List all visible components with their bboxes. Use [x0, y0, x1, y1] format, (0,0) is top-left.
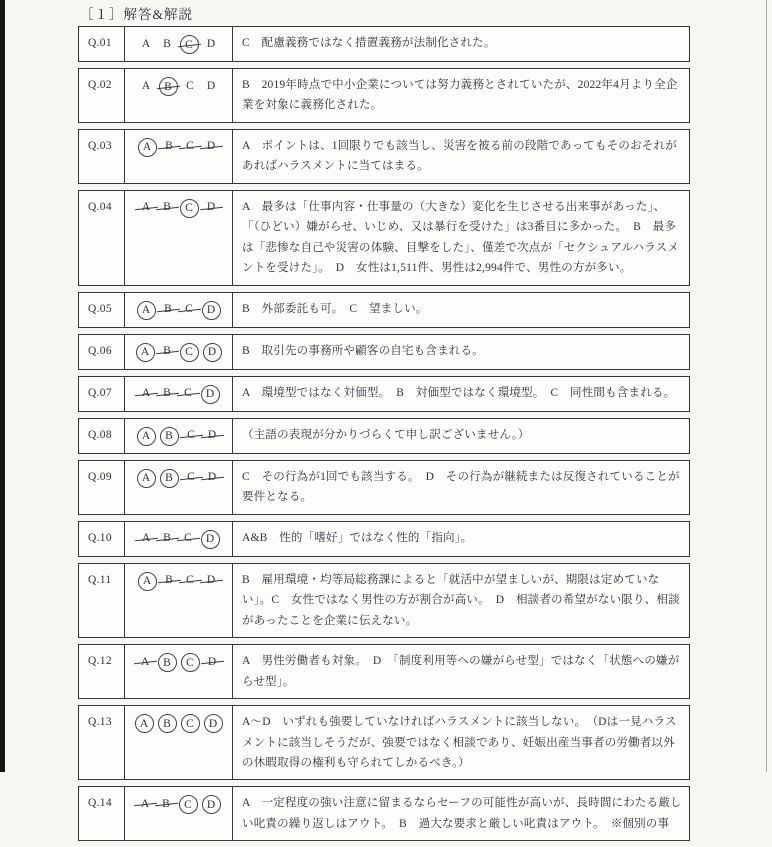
- answer-marks: [125, 130, 233, 183]
- answer-letter-c: C: [181, 653, 200, 672]
- answer-letter-d: D: [203, 343, 222, 362]
- explanation-text: A 一定程度の強い注意に留まるならセーフの可能性が高いが、長時間にわたる厳しい叱責の繰り返しはアウト。 B 過大な要求と厳しい叱責はアウト。 ※個別の事: [242, 797, 682, 830]
- answer-marks: [125, 335, 233, 369]
- answer-letter-c: C: [182, 572, 199, 589]
- answer-letter-d: D: [203, 572, 220, 589]
- answer-letter-b: B: [163, 37, 171, 50]
- answer-marks: [125, 191, 233, 285]
- table-row: [78, 786, 690, 841]
- answer-letter-d: D: [206, 37, 216, 50]
- explanation-text: B 外部委託も可。 C 望ましい。: [242, 302, 428, 315]
- answer-marks: [125, 419, 233, 453]
- answer-marks: [125, 293, 233, 327]
- answer-letter-b: B: [159, 530, 176, 547]
- answer-letter-d: D: [201, 385, 220, 404]
- question-number: Q.01: [79, 27, 125, 61]
- page-left-edge-shadow: [0, 0, 5, 772]
- answer-letter-b: B: [158, 653, 177, 672]
- table-row: [78, 68, 690, 123]
- answer-letter-a: A: [138, 385, 155, 402]
- answer-letter-c: C: [183, 469, 200, 486]
- question-number: Q.13: [79, 706, 125, 779]
- table-row: [78, 563, 690, 638]
- explanation-text: A 環境型ではなく対価型。 B 対価型ではなく環境型。 C 同性間も含まれる。: [242, 386, 676, 399]
- question-number: Q.12: [79, 645, 125, 698]
- answer-letter-a: A: [138, 199, 155, 216]
- answer-letter-a: A: [137, 301, 156, 320]
- question-number: Q.05: [79, 293, 125, 327]
- table-row: [78, 190, 690, 286]
- explanation-text: A 最多は「仕事内容・仕事量の（大きな）変化を生じさせる出来事があった」、「（ひどい）嫌がらせ、いじめ、又は暴行を受けた」は3番目に多かった。 B 最多は「悲惨な自己や災害の体験、目撃をした」、僅差で次点が「セクシュアルハラスメントを受けた」。 D 女性は1,511件、男性は2,994件で、男性の方が多い。: [242, 200, 680, 275]
- answer-letter-d: D: [203, 199, 220, 216]
- answer-letter-c: C: [181, 714, 200, 733]
- answer-letter-c: C: [180, 385, 197, 402]
- table-row: [78, 292, 690, 328]
- answer-letter-d: D: [202, 795, 221, 814]
- question-number: Q.10: [79, 522, 125, 556]
- table-row: [78, 644, 690, 699]
- table-row: [78, 460, 690, 515]
- answer-marks: [125, 27, 233, 61]
- table-row: [78, 376, 690, 412]
- answer-letter-a: A: [135, 714, 154, 733]
- explanation-text: （主語の表現が分かりづらくて申し訳ございません。）: [242, 428, 530, 441]
- question-number: Q.09: [79, 461, 125, 514]
- answer-letter-d: D: [204, 653, 221, 670]
- answer-letter-d: D: [203, 138, 220, 155]
- explanation-text: B 2019年時点で中小企業については努力義務とされていたが、2022年4月より全企業を対象に義務化された。: [242, 79, 678, 112]
- answer-letter-d: D: [204, 714, 223, 733]
- answer-letter-b: B: [158, 714, 177, 733]
- answer-letter-a: A: [137, 653, 154, 670]
- answer-letter-a: A: [137, 427, 156, 446]
- explanation-text: A 男性労働者も対象。 D 「制度利用等への嫌がらせ型」ではなく「状態への嫌がらせ型」。: [242, 655, 680, 688]
- answer-letter-a: A: [136, 343, 155, 362]
- answer-marks: [125, 564, 233, 637]
- answer-letter-d: D: [201, 530, 220, 549]
- explanation-text: C その行為が1回でも該当する。 D その行為が継続または反復されていることが要件となる。: [242, 470, 680, 504]
- answer-letter-a: A: [137, 469, 156, 488]
- question-number: Q.06: [79, 335, 125, 369]
- table-row: [78, 334, 690, 370]
- answer-marks: [125, 522, 233, 556]
- answer-letter-a: A: [138, 572, 157, 591]
- explanation-text: A～D いずれも強要していなければハラスメントに該当しない。 （Dは一見ハラスメントに該当しそうだが、強要ではなく相談であり、妊娠出産当事者の労働者以外の休暇取得の権利も守られてしかるべき。）: [242, 716, 677, 769]
- question-number: Q.14: [79, 787, 125, 840]
- question-number: Q.02: [79, 69, 125, 122]
- answer-letter-d: D: [204, 469, 221, 486]
- answer-table: [78, 26, 690, 847]
- explanation-text: B 雇用環境・均等局総務課によると「就活中が望ましいが、期限は定めていない」。C 女性ではなく男性の方が割合が高い。 D 相談者の希望がない限り、相談があったことを企業に伝えない。: [242, 573, 680, 627]
- table-row: [78, 26, 690, 62]
- answer-letter-d: D: [202, 301, 221, 320]
- answer-letter-d: D: [206, 79, 216, 92]
- explanation-text: B 取引先の事務所や顧客の自宅も含まれる。: [242, 344, 484, 357]
- question-number: Q.04: [79, 191, 125, 285]
- question-number: Q.07: [79, 377, 125, 411]
- answer-letter-c: C: [180, 35, 199, 54]
- answer-marks: [125, 706, 233, 779]
- answer-letter-b: B: [159, 343, 176, 360]
- answer-letter-c: C: [180, 199, 199, 218]
- answer-letter-c: C: [179, 795, 198, 814]
- answer-marks: [125, 645, 233, 698]
- answer-letter-c: C: [180, 343, 199, 362]
- answer-letter-c: C: [183, 427, 200, 444]
- table-row: [78, 705, 690, 780]
- answer-letter-b: B: [159, 385, 176, 402]
- question-number: Q.11: [79, 564, 125, 637]
- answer-letter-c: C: [181, 301, 198, 318]
- answer-letter-c: C: [180, 530, 197, 547]
- explanation-text: A&B 性的「嗜好」ではなく性的「指向」。: [242, 531, 473, 544]
- answer-letter-b: B: [161, 572, 178, 589]
- answer-letter-b: B: [158, 795, 175, 812]
- answer-letter-b: B: [159, 77, 178, 96]
- answer-letter-c: C: [186, 79, 194, 92]
- answer-marks: [125, 69, 233, 122]
- answer-letter-b: B: [161, 138, 178, 155]
- table-row: [78, 418, 690, 454]
- answer-letter-a: A: [138, 138, 157, 157]
- table-row: [78, 521, 690, 557]
- question-number: Q.08: [79, 419, 125, 453]
- explanation-text: C 配慮義務ではなく措置義務が法制化された。: [242, 37, 496, 49]
- answer-letter-a: A: [137, 795, 154, 812]
- explanation-text: A ポイントは、1回限りでも該当し、災害を被る前の段階であってもそのおそれがあればハラスメントに当てはまる。: [242, 139, 677, 173]
- answer-marks: [125, 787, 233, 840]
- answer-letter-a: A: [141, 37, 151, 50]
- answer-letter-b: B: [160, 427, 179, 446]
- answer-letter-c: C: [182, 138, 199, 155]
- answer-marks: [125, 461, 233, 514]
- answer-letter-a: A: [138, 530, 155, 547]
- answer-letter-b: B: [160, 469, 179, 488]
- answer-letter-d: D: [204, 427, 221, 444]
- page-right-edge-line: [766, 0, 767, 772]
- answer-letter-a: A: [141, 79, 151, 92]
- answer-letter-b: B: [160, 301, 177, 318]
- answer-marks: [125, 377, 233, 411]
- table-row: [78, 129, 690, 184]
- section-title: ［１］解答&解説: [80, 7, 194, 22]
- question-number: Q.03: [79, 130, 125, 183]
- answer-letter-b: B: [159, 199, 176, 216]
